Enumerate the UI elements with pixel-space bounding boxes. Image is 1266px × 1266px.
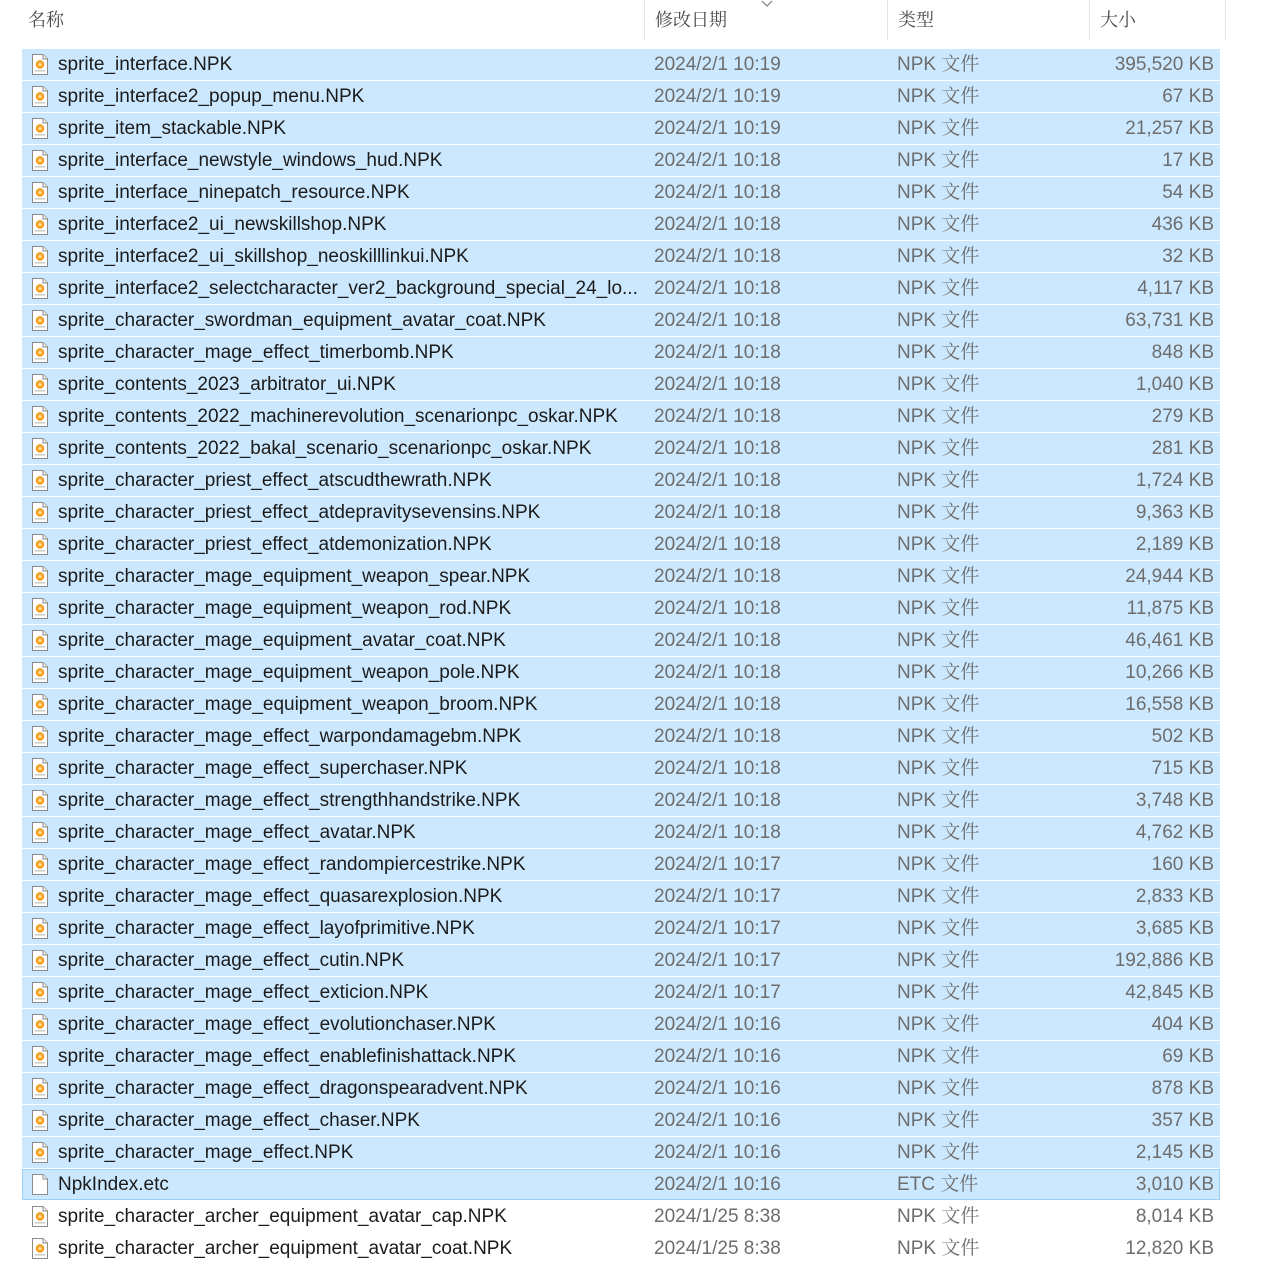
file-size: 502 KB [1151, 726, 1214, 747]
file-name[interactable]: sprite_character_mage_effect_exticion.NPK [58, 982, 429, 1003]
file-name[interactable]: sprite_item_stackable.NPK [58, 118, 287, 139]
file-modified-date: 2024/2/1 10:18 [654, 790, 781, 811]
file-row[interactable] [22, 817, 1220, 848]
file-modified-date: 2024/2/1 10:18 [654, 310, 781, 331]
npk-file-icon [31, 309, 49, 332]
file-modified-date: 2024/2/1 10:18 [654, 534, 781, 555]
npk-file-icon [31, 501, 49, 524]
file-row[interactable] [22, 785, 1220, 816]
file-size: 404 KB [1151, 1014, 1214, 1035]
file-type: NPK 文件 [897, 726, 980, 747]
file-row[interactable] [22, 209, 1220, 240]
npk-file-icon [31, 565, 49, 588]
file-modified-date: 2024/2/1 10:18 [654, 278, 781, 299]
file-name[interactable]: sprite_character_priest_effect_atdepravitysevensins.NPK [58, 502, 541, 523]
file-size: 46,461 KB [1125, 630, 1214, 651]
file-row[interactable] [22, 753, 1220, 784]
file-modified-date: 2024/2/1 10:18 [654, 758, 781, 779]
file-type: ETC 文件 [897, 1174, 979, 1195]
file-size: 17 KB [1162, 150, 1214, 171]
file-row[interactable] [22, 657, 1220, 688]
file-row[interactable] [22, 561, 1220, 592]
file-type: NPK 文件 [897, 246, 980, 267]
file-size: 878 KB [1151, 1078, 1214, 1099]
file-name[interactable]: sprite_character_mage_effect_enablefinishattack.NPK [58, 1046, 517, 1067]
file-size: 4,762 KB [1135, 822, 1214, 843]
npk-file-icon [31, 757, 49, 780]
file-type: NPK 文件 [897, 566, 980, 587]
file-name[interactable]: sprite_contents_2022_bakal_scenario_scenarionpc_oskar.NPK [58, 438, 592, 459]
file-size: 16,558 KB [1125, 694, 1214, 715]
file-modified-date: 2024/2/1 10:17 [654, 886, 781, 907]
file-modified-date: 2024/2/1 10:16 [654, 1014, 781, 1035]
file-modified-date: 2024/2/1 10:16 [654, 1078, 781, 1099]
file-name[interactable]: sprite_character_mage_effect_chaser.NPK [58, 1110, 420, 1131]
file-name[interactable]: sprite_character_mage_effect_randompiercestrike.NPK [58, 854, 526, 875]
file-type: NPK 文件 [897, 406, 980, 427]
file-type: NPK 文件 [897, 694, 980, 715]
file-name[interactable]: sprite_character_mage_effect_cutin.NPK [58, 950, 405, 971]
file-row[interactable] [22, 529, 1220, 560]
file-modified-date: 2024/1/25 8:38 [654, 1206, 781, 1227]
file-type: NPK 文件 [897, 374, 980, 395]
file-modified-date: 2024/2/1 10:18 [654, 438, 781, 459]
file-size: 63,731 KB [1125, 310, 1214, 331]
file-size: 848 KB [1151, 342, 1214, 363]
file-size: 2,145 KB [1135, 1142, 1214, 1163]
npk-file-icon [31, 405, 49, 428]
npk-file-icon [31, 821, 49, 844]
file-row[interactable] [22, 977, 1220, 1008]
file-modified-date: 2024/2/1 10:16 [654, 1142, 781, 1163]
file-type: NPK 文件 [897, 502, 980, 523]
npk-file-icon [31, 373, 49, 396]
file-size: 436 KB [1151, 214, 1214, 235]
file-name[interactable]: sprite_character_mage_effect_quasarexplosion.NPK [58, 886, 503, 907]
file-name[interactable]: sprite_character_priest_effect_atscudthewrath.NPK [58, 470, 492, 491]
file-type: NPK 文件 [897, 662, 980, 683]
file-modified-date: 2024/2/1 10:19 [654, 86, 781, 107]
file-name[interactable]: sprite_interface2_popup_menu.NPK [58, 86, 365, 107]
file-modified-date: 2024/2/1 10:18 [654, 406, 781, 427]
npk-file-icon [31, 981, 49, 1004]
file-modified-date: 2024/2/1 10:18 [654, 726, 781, 747]
npk-file-icon [31, 1141, 49, 1164]
file-type: NPK 文件 [897, 470, 980, 491]
file-row[interactable] [22, 273, 1220, 304]
file-name[interactable]: sprite_interface2_selectcharacter_ver2_background_special_24_lo... [58, 278, 638, 299]
file-type: NPK 文件 [897, 1142, 980, 1163]
npk-file-icon [31, 85, 49, 108]
file-size: 4,117 KB [1137, 278, 1214, 299]
file-row[interactable] [22, 849, 1220, 880]
file-modified-date: 2024/2/1 10:19 [654, 118, 781, 139]
file-size: 160 KB [1151, 854, 1214, 875]
file-size: 279 KB [1151, 406, 1214, 427]
file-type: NPK 文件 [897, 438, 980, 459]
blank-file-icon [31, 1173, 49, 1196]
file-type: NPK 文件 [897, 598, 980, 619]
file-name[interactable]: sprite_character_mage_equipment_weapon_spear.NPK [58, 566, 531, 587]
npk-file-icon [31, 53, 49, 76]
file-type: NPK 文件 [897, 86, 980, 107]
file-type: NPK 文件 [897, 790, 980, 811]
file-row[interactable] [22, 401, 1220, 432]
npk-file-icon [31, 277, 49, 300]
npk-file-icon [31, 693, 49, 716]
file-modified-date: 2024/2/1 10:18 [654, 694, 781, 715]
file-modified-date: 2024/2/1 10:19 [654, 54, 781, 75]
npk-file-icon [31, 597, 49, 620]
file-size: 11,875 KB [1126, 598, 1214, 619]
sort-descending-icon [760, 0, 774, 8]
file-name[interactable]: sprite_character_archer_equipment_avatar_cap.NPK [58, 1206, 507, 1227]
file-modified-date: 2024/2/1 10:18 [654, 214, 781, 235]
file-type: NPK 文件 [897, 150, 980, 171]
npk-file-icon [31, 725, 49, 748]
npk-file-icon [31, 437, 49, 460]
file-name[interactable]: sprite_interface2_ui_newskillshop.NPK [58, 214, 387, 235]
file-row[interactable] [22, 1041, 1220, 1072]
npk-file-icon [31, 1045, 49, 1068]
file-size: 67 KB [1162, 86, 1214, 107]
file-name[interactable]: sprite_contents_2023_arbitrator_ui.NPK [58, 374, 396, 395]
column-header-name[interactable] [18, 0, 645, 40]
file-modified-date: 2024/2/1 10:18 [654, 182, 781, 203]
file-row[interactable] [22, 689, 1220, 720]
npk-file-icon [31, 149, 49, 172]
file-type: NPK 文件 [897, 342, 980, 363]
file-row[interactable] [22, 1233, 1220, 1264]
file-modified-date: 2024/2/1 10:18 [654, 470, 781, 491]
file-size: 54 KB [1162, 182, 1214, 203]
file-size: 42,845 KB [1125, 982, 1214, 1003]
file-name[interactable]: sprite_character_mage_effect_timerbomb.NPK [58, 342, 454, 363]
file-size: 715 KB [1151, 758, 1214, 779]
file-row[interactable] [22, 945, 1220, 976]
column-header-bar [0, 0, 1226, 40]
file-row[interactable] [22, 1137, 1220, 1168]
column-header-date-label: 修改日期 [655, 10, 727, 30]
file-modified-date: 2024/2/1 10:17 [654, 854, 781, 875]
file-modified-date: 2024/2/1 10:18 [654, 822, 781, 843]
file-modified-date: 2024/2/1 10:18 [654, 502, 781, 523]
file-modified-date: 2024/2/1 10:17 [654, 982, 781, 1003]
file-row[interactable] [22, 625, 1220, 656]
npk-file-icon [31, 1109, 49, 1132]
file-modified-date: 2024/2/1 10:18 [654, 342, 781, 363]
column-header-size-label: 大小 [1100, 10, 1136, 30]
file-size: 1,040 KB [1135, 374, 1214, 395]
column-header-name-label: 名称 [28, 10, 64, 30]
npk-file-icon [31, 661, 49, 684]
file-size: 69 KB [1162, 1046, 1214, 1067]
file-modified-date: 2024/2/1 10:18 [654, 246, 781, 267]
file-type: NPK 文件 [897, 1014, 980, 1035]
file-type: NPK 文件 [897, 982, 980, 1003]
file-type: NPK 文件 [897, 1206, 980, 1227]
npk-file-icon [31, 213, 49, 236]
file-modified-date: 2024/2/1 10:17 [654, 918, 781, 939]
file-size: 10,266 KB [1125, 662, 1214, 683]
column-header-type-label: 类型 [898, 10, 934, 30]
file-list [22, 49, 1220, 1265]
file-size: 32 KB [1162, 246, 1214, 267]
file-type: NPK 文件 [897, 1238, 980, 1259]
file-row[interactable] [22, 433, 1220, 464]
file-row[interactable] [22, 497, 1220, 528]
file-type: NPK 文件 [897, 854, 980, 875]
file-name[interactable]: sprite_character_mage_effect_evolutionchaser.NPK [58, 1014, 496, 1035]
file-modified-date: 2024/2/1 10:16 [654, 1174, 781, 1195]
file-name[interactable]: sprite_character_mage_equipment_weapon_broom.NPK [58, 694, 538, 715]
file-row[interactable] [22, 113, 1220, 144]
file-size: 395,520 KB [1114, 54, 1214, 75]
npk-file-icon [31, 469, 49, 492]
file-modified-date: 2024/2/1 10:16 [654, 1110, 781, 1131]
file-row[interactable] [22, 241, 1220, 272]
npk-file-icon [31, 789, 49, 812]
file-name[interactable]: sprite_character_mage_equipment_weapon_rod.NPK [58, 598, 512, 619]
file-row[interactable] [22, 1169, 1220, 1200]
file-name[interactable]: sprite_character_mage_effect_dragonspearadvent.NPK [58, 1078, 528, 1099]
npk-file-icon [31, 341, 49, 364]
file-size: 24,944 KB [1125, 566, 1214, 587]
file-name[interactable]: sprite_character_mage_effect_layofprimitive.NPK [58, 918, 475, 939]
file-name[interactable]: sprite_interface2_ui_skillshop_neoskilllinkui.NPK [58, 246, 469, 267]
file-row[interactable] [22, 721, 1220, 752]
file-row[interactable] [22, 81, 1220, 112]
npk-file-icon [31, 949, 49, 972]
file-size: 3,748 KB [1135, 790, 1214, 811]
npk-file-icon [31, 629, 49, 652]
file-row[interactable] [22, 145, 1220, 176]
npk-file-icon [31, 885, 49, 908]
file-type: NPK 文件 [897, 54, 980, 75]
npk-file-icon [31, 117, 49, 140]
npk-file-icon [31, 1013, 49, 1036]
file-name[interactable]: sprite_interface.NPK [58, 54, 233, 75]
file-size: 1,724 KB [1135, 470, 1214, 491]
file-size: 9,363 KB [1135, 502, 1214, 523]
npk-file-icon [31, 1205, 49, 1228]
npk-file-icon [31, 181, 49, 204]
file-type: NPK 文件 [897, 310, 980, 331]
file-modified-date: 2024/2/1 10:18 [654, 374, 781, 395]
file-type: NPK 文件 [897, 278, 980, 299]
file-name[interactable]: NpkIndex.etc [58, 1174, 169, 1195]
file-row[interactable] [22, 337, 1220, 368]
npk-file-icon [31, 853, 49, 876]
file-size: 12,820 KB [1125, 1238, 1214, 1259]
file-type: NPK 文件 [897, 214, 980, 235]
npk-file-icon [31, 1077, 49, 1100]
file-name[interactable]: sprite_character_mage_effect.NPK [58, 1142, 354, 1163]
file-name[interactable]: sprite_character_mage_equipment_avatar_coat.NPK [58, 630, 506, 651]
file-size: 192,886 KB [1114, 950, 1214, 971]
file-type: NPK 文件 [897, 118, 980, 139]
npk-file-icon [31, 917, 49, 940]
file-type: NPK 文件 [897, 822, 980, 843]
file-name[interactable]: sprite_character_mage_equipment_weapon_pole.NPK [58, 662, 520, 683]
file-type: NPK 文件 [897, 1078, 980, 1099]
file-size: 2,189 KB [1135, 534, 1214, 555]
file-modified-date: 2024/1/25 8:38 [654, 1238, 781, 1259]
file-name[interactable]: sprite_character_mage_effect_superchaser.NPK [58, 758, 468, 779]
file-modified-date: 2024/2/1 10:18 [654, 566, 781, 587]
file-row[interactable] [22, 1201, 1220, 1232]
file-name[interactable]: sprite_character_archer_equipment_avatar_coat.NPK [58, 1238, 513, 1259]
file-size: 8,014 KB [1135, 1206, 1214, 1227]
file-row[interactable] [22, 177, 1220, 208]
file-row[interactable] [22, 593, 1220, 624]
file-row[interactable] [22, 913, 1220, 944]
file-name[interactable]: sprite_interface_ninepatch_resource.NPK [58, 182, 410, 203]
npk-file-icon [31, 245, 49, 268]
file-type: NPK 文件 [897, 1110, 980, 1131]
file-type: NPK 文件 [897, 630, 980, 651]
file-name[interactable]: sprite_character_mage_effect_warpondamagebm.NPK [58, 726, 522, 747]
column-header-type[interactable] [888, 0, 1090, 40]
npk-file-icon [31, 533, 49, 556]
file-name[interactable]: sprite_character_mage_effect_avatar.NPK [58, 822, 416, 843]
file-name[interactable]: sprite_character_priest_effect_atdemonization.NPK [58, 534, 492, 555]
file-row[interactable] [22, 881, 1220, 912]
file-size: 357 KB [1151, 1110, 1214, 1131]
file-modified-date: 2024/2/1 10:17 [654, 950, 781, 971]
column-header-size[interactable] [1090, 0, 1226, 40]
file-row[interactable] [22, 1009, 1220, 1040]
file-row[interactable] [22, 1073, 1220, 1104]
file-modified-date: 2024/2/1 10:18 [654, 598, 781, 619]
file-name[interactable]: sprite_contents_2022_machinerevolution_scenarionpc_oskar.NPK [58, 406, 618, 427]
file-type: NPK 文件 [897, 886, 980, 907]
file-type: NPK 文件 [897, 534, 980, 555]
file-modified-date: 2024/2/1 10:18 [654, 630, 781, 651]
file-name[interactable]: sprite_character_swordman_equipment_avatar_coat.NPK [58, 310, 546, 331]
file-modified-date: 2024/2/1 10:18 [654, 150, 781, 171]
file-size: 3,685 KB [1135, 918, 1214, 939]
file-type: NPK 文件 [897, 182, 980, 203]
file-modified-date: 2024/2/1 10:16 [654, 1046, 781, 1067]
file-row[interactable] [22, 49, 1220, 80]
file-row[interactable] [22, 1105, 1220, 1136]
file-size: 21,257 KB [1125, 118, 1214, 139]
file-type: NPK 文件 [897, 950, 980, 971]
npk-file-icon [31, 1237, 49, 1260]
file-size: 2,833 KB [1135, 886, 1214, 907]
file-type: NPK 文件 [897, 758, 980, 779]
file-row[interactable] [22, 305, 1220, 336]
file-name[interactable]: sprite_character_mage_effect_strengthhandstrike.NPK [58, 790, 521, 811]
file-type: NPK 文件 [897, 1046, 980, 1067]
file-row[interactable] [22, 369, 1220, 400]
file-name[interactable]: sprite_interface_newstyle_windows_hud.NPK [58, 150, 443, 171]
file-modified-date: 2024/2/1 10:18 [654, 662, 781, 683]
file-size: 3,010 KB [1135, 1174, 1214, 1195]
file-type: NPK 文件 [897, 918, 980, 939]
file-row[interactable] [22, 465, 1220, 496]
file-size: 281 KB [1151, 438, 1214, 459]
